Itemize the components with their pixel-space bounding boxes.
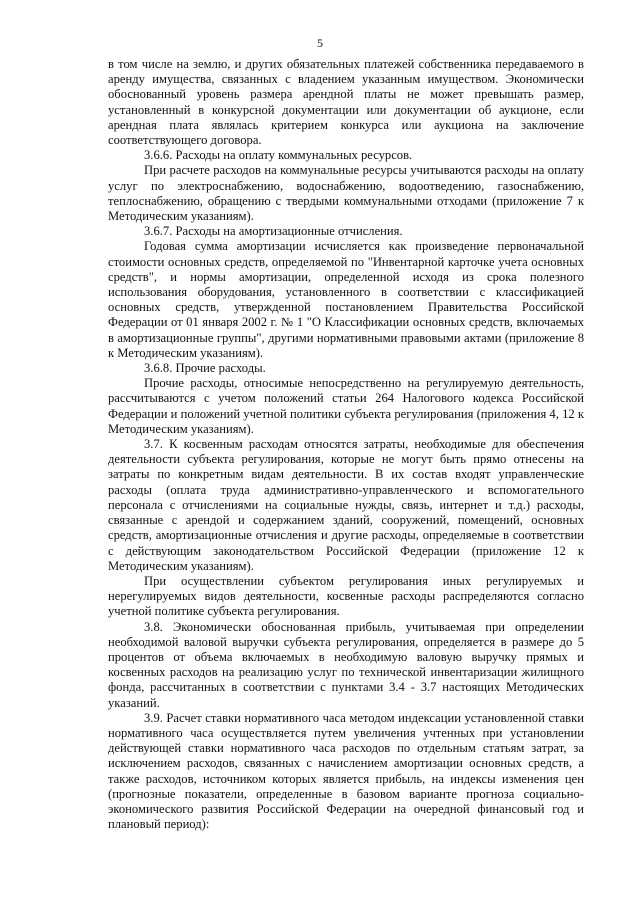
heading-3-6-8: 3.6.8. Прочие расходы.: [144, 361, 266, 376]
paragraph-depreciation: Годовая сумма амортизации исчисляется как произведение первоначальной стоимости основных средств, определяемой по "Инвентарной карточке учета основных средств", и нормы амортизации, определенной исходя из срока полезного использования оборудования, установленного в соответствии с классификацией основных средств, утвержденной постановлением Правительства Российской Федерации от 01 января 2002 г. № 1 "О Классификации основных средств, включаемых в амортизационные группы", другими нормативными правовыми актами (приложение 8 к Методическим указаниям).: [108, 239, 584, 360]
paragraph-indirect-distribution: При осуществлении субъектом регулирования иных регулируемых и нерегулируемых видов деятельности, косвенные расходы распределяются согласно учетной политике субъекта регулирования.: [108, 573, 584, 619]
heading-3-6-6: 3.6.6. Расходы на оплату коммунальных ресурсов.: [144, 148, 413, 163]
paragraph-3-9-indexation: 3.9. Расчет ставки нормативного часа методом индексации установленной ставки нормативного часа осуществляется путем увеличения учтенных при установлении действующей ставки нормативного часа расходов по отдельным статьям затрат, за исключением расходов, связанных с начислением амортизации основных средств, а также расходов, источником которых является прибыль, на индексы изменения цен (прогнозные показатели, определенные в базовом варианте прогноза социально-экономического развития Российской Федерации на очередной финансовый год и плановый период):: [108, 710, 584, 832]
paragraph-other-expenses: Прочие расходы, относимые непосредственно на регулируемую деятельность, рассчитываются с учетом положений статьи 264 Налогового кодекса Российской Федерации и положений учетной политики субъекта регулирования (приложения 4, 12 к Методическим указаниям).: [108, 376, 584, 436]
document-body: [108, 57, 584, 832]
heading-3-6-7: 3.6.7. Расходы на амортизационные отчисления.: [144, 224, 403, 239]
paragraph-3-8-profit: 3.8. Экономически обоснованная прибыль, учитываемая при определении необходимой валовой выручки субъекта регулирования, определяется в размере до 5 процентов от объема включаемых в необходимую валовую выручку прямых и косвенных расходов на реализацию услуг по технической инвентаризации жилищного фонда, рассчитанных в соответствии с пунктами 3.4 - 3.7 настоящих Методических указаний.: [108, 619, 584, 710]
paragraph-3-7-indirect: 3.7. К косвенным расходам относятся затраты, необходимые для обеспечения деятельности субъекта регулирования, которые не могут быть прямо отнесены на затраты по конкретным видам деятельности. В их состав входят управленческие расходы (оплата труда административно-управленческого и вспомогательного персонала с отчислениями на социальные нужды, связь, интернет и т.д.) расходы, связанные с арендой и содержанием зданий, сооружений, помещений, основных средств, амортизационные отчисления и другие расходы, определяемые в соответствии с действующим законодательством Российской Федерации (приложение 12 к Методическим указаниям).: [108, 437, 584, 573]
paragraph-utilities: При расчете расходов на коммунальные ресурсы учитываются расходы на оплату услуг по электроснабжению, водоснабжению, водоотведению, газоснабжению, теплоснабжению, обращению с твердыми коммунальными отходами (приложение 7 к Методическим указаниям).: [108, 163, 584, 224]
paragraph-rent-continuation: в том числе на землю, и других обязательных платежей собственника передаваемого в аренду имущества, связанных с владением указанным имуществом. Экономически обоснованный уровень размера арендной платы не может превышать размер, установленный в конкурсной документации или документации об аукционе, если арендная плата являлась критерием конкурса или аукциона на заключение соответствующего договора.: [108, 57, 584, 148]
page-number: 5: [317, 36, 323, 50]
